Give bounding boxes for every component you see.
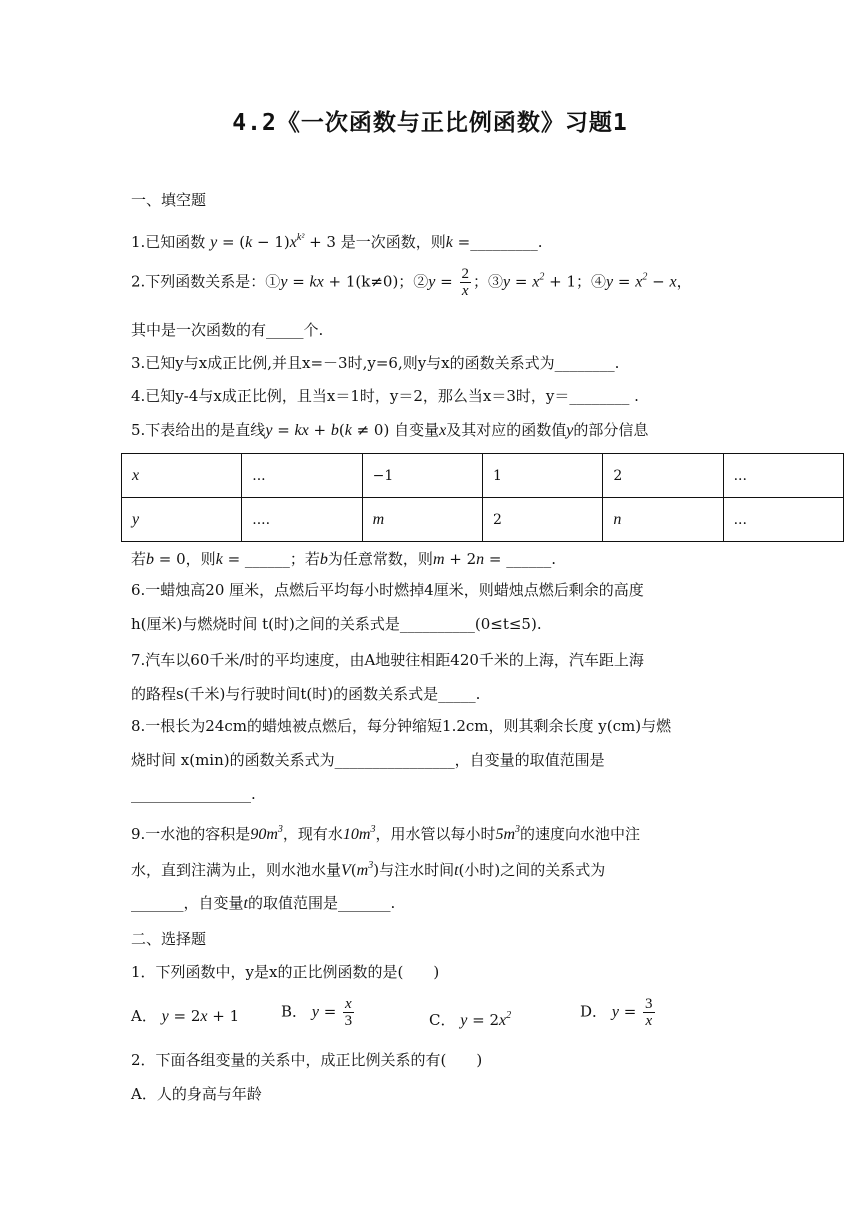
question-7-line-1: 7.汽车以60千米/时的平均速度，由A地驶往相距420千米的上海，汽车距上海 bbox=[131, 651, 644, 669]
option-a-label: A． bbox=[131, 1007, 157, 1025]
q2-sep-3: ；③ bbox=[473, 272, 504, 291]
q5-after-a: 若 bbox=[131, 550, 147, 568]
page-title: 4.2《一次函数与正比例函数》习题1 bbox=[232, 110, 628, 136]
table-row bbox=[122, 498, 844, 542]
question-7-line-2: 的路程s(千米)与行驶时间t(时)的函数关系式是_____. bbox=[131, 685, 481, 703]
section-choice-heading: 二、选择题 bbox=[131, 930, 207, 948]
option-d-fraction: $\frac{3}{x}$ bbox=[645, 996, 653, 1029]
question-8-line-2: 烧时间 x(min)的函数关系式为________________，自变量的取值范围是 bbox=[131, 751, 605, 769]
choice-1-option-c: C． $y = 2x^2$ bbox=[429, 1010, 512, 1029]
table-cell: 2 bbox=[483, 498, 603, 542]
q5-text-mid2: 及其对应的函数值 bbox=[446, 421, 567, 439]
q9-text-b: ，现有水 bbox=[282, 825, 343, 843]
question-5: 5.下表给出的是直线y = kx + b(k ≠ 0) 自变量x及其对应的函数值y的部分信息 bbox=[131, 421, 649, 439]
choice-1-option-a: A． y = 2x + 1 bbox=[131, 1007, 240, 1025]
question-5-followup: 若b = 0，则k = ______；若b为任意常数，则m + 2n = ______. bbox=[131, 550, 557, 568]
q5-text-post: 的部分信息 bbox=[573, 421, 649, 439]
question-2-line-2: 其中是一次函数的有_____个. bbox=[131, 321, 324, 339]
choice-2-option-a: A．人的身高与年龄 bbox=[131, 1085, 262, 1103]
question-1: 1.已知函数 $y = (k - 1)x^{k^2} + 3$ 是一次函数，则k =_________. bbox=[131, 232, 543, 251]
question-8-line-3: ________________. bbox=[131, 785, 256, 803]
question-9-line-2: 水，直到注满为止，则水池水量$V(m^3)$与注水时间t(小时)之间的关系式为 bbox=[131, 860, 606, 879]
table-cell: ... bbox=[723, 454, 843, 498]
option-b-fraction: $\frac{x}{3}$ bbox=[344, 996, 353, 1029]
q5-text-mid: 自变量 bbox=[394, 421, 440, 439]
q9-text-c: ，用水管以每小时 bbox=[375, 825, 496, 843]
q9-text-f: 与注水时间 bbox=[379, 861, 455, 879]
question-4: 4.已知y-4与x成正比例，且当x＝1时，y＝2，那么当x＝3时，y＝________ . bbox=[131, 387, 639, 405]
table-cell: m bbox=[362, 498, 482, 542]
section-fill-blank-heading: 一、填空题 bbox=[131, 191, 207, 209]
q2-fraction: $\frac{2}{x}$ bbox=[461, 266, 470, 299]
table-cell: −1 bbox=[362, 454, 482, 498]
q2-end: ， bbox=[676, 272, 692, 291]
choice-question-2: 2．下面各组变量的关系中，成正比例关系的有( ) bbox=[131, 1051, 483, 1069]
q2-k-condition: (k≠0)；② bbox=[355, 272, 429, 291]
question-9-line-1: 9.一水池的容积是$90m^3$，现有水$10m^3$，用水管以每小时$5m^3$的速度向水池中注 bbox=[131, 824, 641, 843]
table-cell: x bbox=[122, 454, 242, 498]
table-cell: n bbox=[603, 498, 723, 542]
table-cell: .... bbox=[242, 498, 362, 542]
question-8-line-1: 8.一根长为24cm的蜡烛被点燃后，每分钟缩短1.2cm，则其剩余长度 y(cm)与燃 bbox=[131, 717, 672, 735]
option-b-label: B． bbox=[281, 1002, 308, 1021]
q5-after-b: ，则 bbox=[185, 550, 216, 568]
q5-after-e: ______. bbox=[506, 550, 557, 568]
question-2: 2.下列函数关系是：①y = kx + 1(k≠0)；②y = $\frac{2}{x}$ ；③y = $x^2 + 1$；④y = $x^2 - x$， bbox=[131, 266, 692, 299]
table-cell: y bbox=[122, 498, 242, 542]
q5-after-d: 为任意常数，则 bbox=[327, 550, 433, 568]
table-cell: ... bbox=[242, 454, 362, 498]
choice-question-1: 1．下列函数中，y是x的正比例函数的是( ) bbox=[131, 963, 440, 981]
q1-text-post: 是一次函数，则 bbox=[340, 233, 446, 251]
table-cell: 1 bbox=[483, 454, 603, 498]
q9-text-d: 的速度向水池中注 bbox=[520, 825, 641, 843]
option-c-label: C． bbox=[429, 1011, 456, 1029]
choice-1-option-b: B． y = $\frac{x}{3}$ bbox=[281, 996, 353, 1029]
q5-after-c: ______；若 bbox=[244, 550, 320, 568]
q2-sep-4: ；④ bbox=[576, 272, 607, 291]
choice-1-option-d: D． y = $\frac{3}{x}$ bbox=[580, 996, 653, 1029]
q5-text-pre: 5.下表给出的是直线 bbox=[131, 421, 266, 439]
q9-text-e: 水，直到注满为止，则水池水量 bbox=[131, 861, 342, 879]
q9-text-h: _______，自变量 bbox=[131, 894, 244, 912]
question-3: 3.已知y与x成正比例,并且x=－3时,y=6,则y与x的函数关系式为________. bbox=[131, 354, 620, 372]
q1-text-pre: 1.已知函数 bbox=[131, 233, 206, 251]
q1-formula: y bbox=[210, 234, 218, 251]
option-d-label: D． bbox=[580, 1002, 608, 1021]
table-cell: ... bbox=[723, 498, 843, 542]
question-6-line-2: h(厘米)与燃烧时间 t(时)之间的关系式是__________(0≤t≤5). bbox=[131, 615, 542, 633]
question-9-line-3: _______，自变量t的取值范围是_______. bbox=[131, 894, 396, 912]
table-cell: 2 bbox=[603, 454, 723, 498]
q2-text-pre: 2.下列函数关系是：① bbox=[131, 272, 281, 291]
question-6-line-1: 6.一蜡烛高20 厘米，点燃后平均每小时燃掉4厘米，则蜡烛点燃后剩余的高度 bbox=[131, 581, 644, 599]
table-row bbox=[122, 454, 844, 498]
q9-text-a: 9.一水池的容积是 bbox=[131, 825, 251, 843]
q9-text-g: (小时)之间的关系式为 bbox=[458, 861, 606, 879]
value-table bbox=[121, 453, 844, 542]
q9-text-i: 的取值范围是_______. bbox=[247, 894, 396, 912]
q1-answer-blank: =_________. bbox=[457, 233, 543, 251]
